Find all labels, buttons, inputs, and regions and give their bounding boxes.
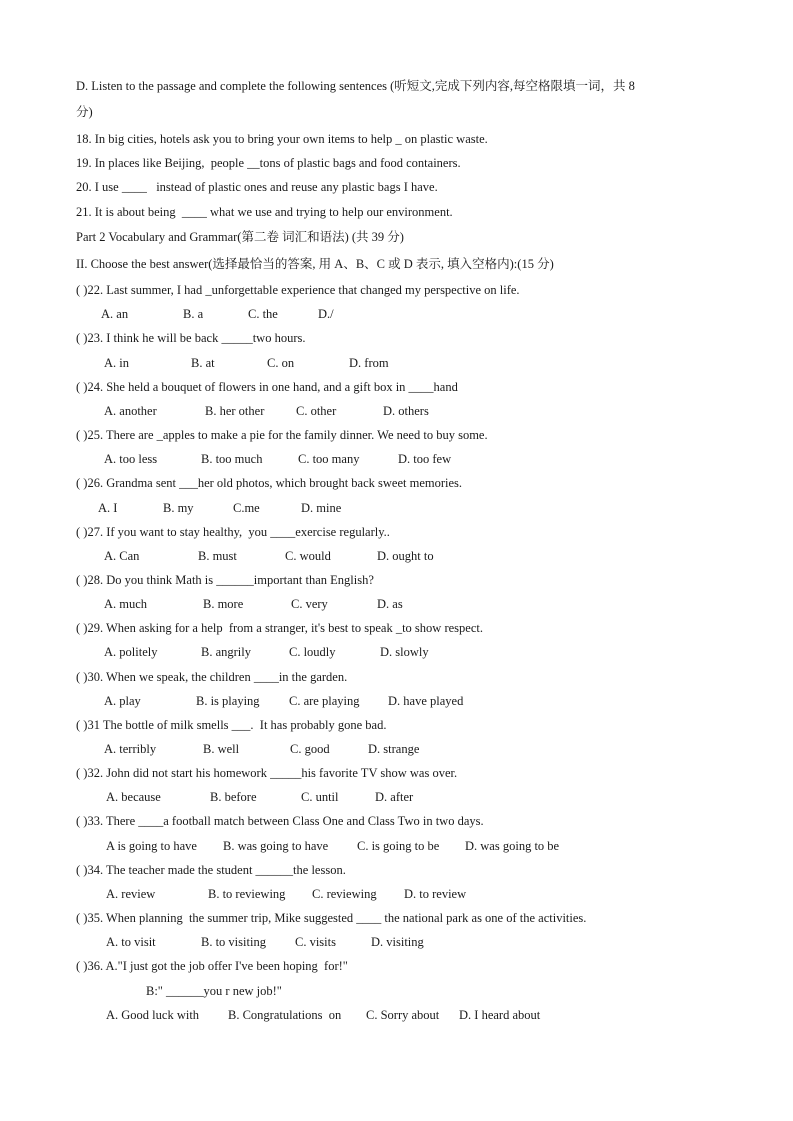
option-b: B. Congratulations on (228, 1008, 342, 1022)
option-a: A. an (101, 307, 129, 321)
question-24-stem: ( )24. She held a bouquet of flowers in one hand, and a gift box in ____hand (76, 380, 458, 394)
sentence-18: 18. In big cities, hotels ask you to bring your own items to help _ on plastic waste. (76, 132, 488, 146)
option-c: C. good (290, 742, 330, 756)
option-b: B. was going to have (223, 839, 329, 853)
question-36-stem: ( )36. A."I just got the job offer I've been hoping for!" (76, 959, 348, 973)
section-ii-heading: II. Choose the best answer(选择最恰当的答案, 用 A、B、C 或 D 表示, 填入空格内):(15 分) (76, 257, 554, 271)
question-32-stem: ( )32. John did not start his homework _____his favorite TV show was over. (76, 766, 458, 780)
option-a: A. politely (104, 645, 158, 659)
question-27-stem: ( )27. If you want to stay healthy, you ____exercise regularly.. (76, 525, 390, 539)
option-b: B. a (183, 307, 204, 321)
question-22-stem: ( )22. Last summer, I had _unforgettable experience that changed my perspective on life. (76, 283, 520, 297)
option-d: D. from (349, 356, 389, 370)
option-b: B. to reviewing (208, 887, 286, 901)
part2-heading: Part 2 Vocabulary and Grammar(第二卷 词汇和语法) (共 39 分) (76, 230, 404, 244)
option-d: D. was going to be (465, 839, 560, 853)
dialogue-b-line: B:" ______you r new job!" (146, 984, 282, 998)
sentence-19: 19. In places like Beijing, people __tons of plastic bags and food containers. (76, 156, 461, 170)
question-30-stem: ( )30. When we speak, the children ____in the garden. (76, 670, 348, 684)
option-a: A. review (106, 887, 156, 901)
option-b: B. before (210, 790, 257, 804)
option-c: C. very (291, 597, 328, 611)
option-c: C. loudly (289, 645, 336, 659)
option-a: A. I (98, 501, 118, 515)
option-c: C. visits (295, 935, 336, 949)
question-34-stem: ( )34. The teacher made the student ______the lesson. (76, 863, 346, 877)
option-d: D./ (318, 307, 334, 321)
question-28-stem: ( )28. Do you think Math is ______important than English? (76, 573, 374, 587)
option-b: B. is playing (196, 694, 260, 708)
option-d: D. slowly (380, 645, 429, 659)
question-29-stem: ( )29. When asking for a help from a stranger, it's best to speak _to show respect. (76, 621, 483, 635)
option-d: D. after (375, 790, 414, 804)
sentence-21: 21. It is about being ____ what we use and trying to help our environment. (76, 205, 453, 219)
option-c: C. reviewing (312, 887, 377, 901)
option-c: C. too many (298, 452, 360, 466)
option-c: C. on (267, 356, 295, 370)
option-c: C. would (285, 549, 331, 563)
option-b: B. more (203, 597, 244, 611)
sentence-20: 20. I use ____ instead of plastic ones and reuse any plastic bags I have. (76, 180, 438, 194)
option-a: A. play (104, 694, 141, 708)
option-a: A. Can (104, 549, 140, 563)
option-c: C. are playing (289, 694, 360, 708)
question-31-stem: ( )31 The bottle of milk smells ___. It has probably gone bad. (76, 718, 387, 732)
question-25-stem: ( )25. There are _apples to make a pie for the family dinner. We need to buy some. (76, 428, 488, 442)
option-c: C. other (296, 404, 337, 418)
option-a: A. terribly (104, 742, 157, 756)
option-b: B. my (163, 501, 194, 515)
option-a: A. much (104, 597, 148, 611)
question-23-stem: ( )23. I think he will be back _____two hours. (76, 331, 306, 345)
option-d: D. strange (368, 742, 420, 756)
option-a: A. because (106, 790, 161, 804)
option-d: D. ought to (377, 549, 434, 563)
option-c: C. the (248, 307, 278, 321)
option-d: D. visiting (371, 935, 424, 949)
question-33-stem: ( )33. There ____a football match between Class One and Class Two in two days. (76, 814, 484, 828)
option-d: D. I heard about (459, 1008, 541, 1022)
option-a: A. another (104, 404, 157, 418)
option-d: D. mine (301, 501, 342, 515)
option-b: B. must (198, 549, 237, 563)
option-b: B. angrily (201, 645, 251, 659)
section-d-instruction: D. Listen to the passage and complete the following sentences (听短文,完成下列内容,每空格限填一词，共 8 (76, 79, 635, 93)
option-b: B. at (191, 356, 215, 370)
option-d: D. too few (398, 452, 452, 466)
option-c: C. Sorry about (366, 1008, 440, 1022)
option-b: B. to visiting (201, 935, 266, 949)
option-c: C.me (233, 501, 260, 515)
option-d: D. as (377, 597, 403, 611)
question-35-stem: ( )35. When planning the summer trip, Mike suggested ____ the national park as one of the activities. (76, 911, 587, 925)
option-a: A. to visit (106, 935, 156, 949)
option-b: B. her other (205, 404, 265, 418)
option-d: D. others (383, 404, 429, 418)
option-b: B. too much (201, 452, 263, 466)
section-d-instruction-cont: 分) (76, 105, 93, 119)
option-d: D. have played (388, 694, 464, 708)
question-26-stem: ( )26. Grandma sent ___her old photos, which brought back sweet memories. (76, 476, 463, 490)
option-a: A is going to have (106, 839, 197, 853)
option-d: D. to review (404, 887, 467, 901)
option-c: C. until (301, 790, 339, 804)
option-c: C. is going to be (357, 839, 440, 853)
option-b: B. well (203, 742, 240, 756)
option-a: A. too less (104, 452, 158, 466)
option-a: A. in (104, 356, 129, 370)
option-a: A. Good luck with (106, 1008, 200, 1022)
